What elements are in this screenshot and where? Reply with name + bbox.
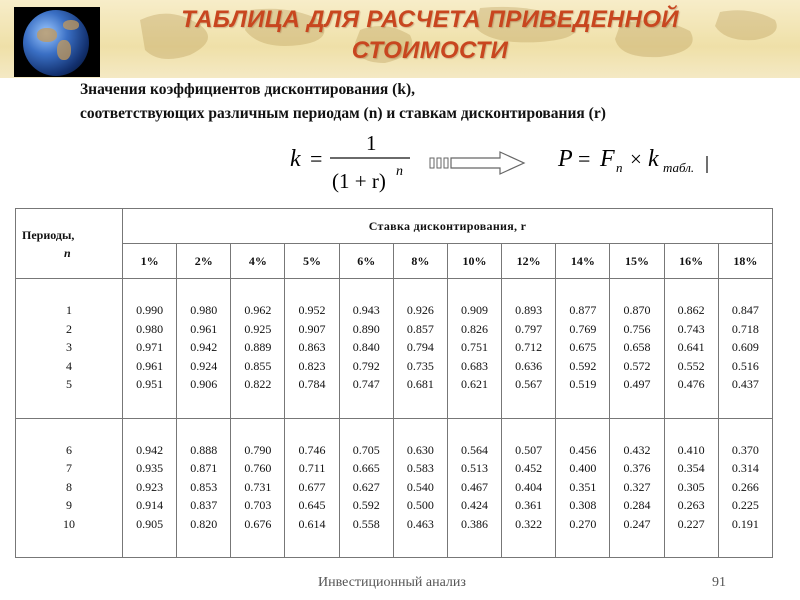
- discount-formula: [284, 128, 434, 198]
- factor-value: 0.942: [190, 340, 218, 354]
- factor-value: 0.572: [623, 358, 651, 373]
- period-cell: [16, 418, 123, 558]
- factor-value: 0.683: [461, 358, 489, 373]
- factor-value: 0.476: [677, 377, 705, 391]
- periods-header: [16, 209, 123, 279]
- rate-header: Ставка дисконтирования, r: [123, 209, 773, 244]
- factor-value: 0.792: [352, 358, 380, 373]
- factor-value: 0.263: [677, 498, 705, 512]
- factor-value: 0.756: [623, 321, 651, 336]
- table-header-row: [16, 209, 773, 244]
- factor-value: 0.952: [298, 303, 326, 317]
- rate-header-cell: 18%: [718, 244, 772, 279]
- factor-value: 0.870: [623, 303, 651, 317]
- factor-value: 0.191: [731, 516, 759, 531]
- factor-value: 0.497: [623, 377, 651, 391]
- factor-cell: [610, 279, 664, 419]
- factor-value: 0.735: [406, 358, 434, 373]
- factor-value: 0.354: [677, 461, 705, 475]
- factor-value: 0.614: [298, 516, 326, 531]
- period-value: 2: [66, 321, 72, 336]
- factor-value: 0.893: [515, 303, 543, 317]
- factor-value: 0.437: [731, 377, 759, 391]
- factor-cell: [610, 418, 664, 558]
- period-value: 1: [66, 303, 72, 317]
- factor-value: 0.942: [136, 442, 164, 457]
- factor-value: 0.308: [569, 498, 597, 512]
- factor-value: 0.962: [244, 303, 272, 317]
- period-value: 3: [66, 340, 72, 354]
- factor-value: 0.583: [406, 461, 434, 475]
- factor-cell: [393, 418, 447, 558]
- present-value-formula: [556, 128, 756, 198]
- factor-value: 0.327: [623, 479, 651, 494]
- factor-value: 0.645: [298, 498, 326, 512]
- factor-value: 0.675: [569, 340, 597, 354]
- subtitle-line-1: Значения коэффициентов дисконтирования (k),: [80, 81, 415, 98]
- factor-value: 0.980: [190, 303, 218, 317]
- factor-value: 0.467: [461, 479, 489, 494]
- factor-value: 0.769: [569, 321, 597, 336]
- factor-cell: [285, 279, 339, 419]
- factor-value: 0.370: [731, 442, 759, 457]
- factor-value: 0.270: [569, 516, 597, 531]
- factor-value: 0.731: [244, 479, 272, 494]
- right-arrow-icon: [428, 150, 528, 176]
- period-value: 9: [66, 498, 72, 512]
- factor-cell: [123, 279, 177, 419]
- factor-value: 0.862: [677, 303, 705, 317]
- factor-value: 0.266: [731, 479, 759, 494]
- periods-symbol: n: [64, 245, 71, 260]
- factor-value: 0.794: [406, 340, 434, 354]
- factor-value: 0.751: [461, 340, 489, 354]
- factor-value: 0.943: [352, 303, 380, 317]
- factor-value: 0.924: [190, 358, 218, 373]
- page-title: [110, 4, 750, 66]
- factor-value: 0.889: [244, 340, 272, 354]
- factor-value: 0.500: [406, 498, 434, 512]
- factor-value: 0.743: [677, 321, 705, 336]
- factor-cell: [231, 418, 285, 558]
- factor-value: 0.404: [515, 479, 543, 494]
- factor-value: 0.746: [298, 442, 326, 457]
- factor-value: 0.592: [352, 498, 380, 512]
- factor-value: 0.627: [352, 479, 380, 494]
- factor-value: 0.410: [677, 442, 705, 457]
- factor-value: 0.665: [352, 461, 380, 475]
- factor-value: 0.636: [515, 358, 543, 373]
- factor-cell: [339, 418, 393, 558]
- factor-value: 0.840: [352, 340, 380, 354]
- factor-value: 0.711: [298, 461, 326, 475]
- title-line-1: ТАБЛИЦА ДЛЯ РАСЧЕТА ПРИВЕДЕННОЙ: [181, 6, 679, 33]
- factor-value: 0.681: [406, 377, 434, 391]
- factor-cell: [393, 279, 447, 419]
- period-value: 8: [66, 479, 72, 494]
- factor-value: 0.513: [461, 461, 489, 475]
- factor-value: 0.951: [136, 377, 164, 391]
- factor-value: 0.247: [623, 516, 651, 531]
- factor-value: 0.516: [731, 358, 759, 373]
- factor-cell: [718, 279, 772, 419]
- factor-cell: [502, 418, 556, 558]
- factor-value: 0.820: [190, 516, 218, 531]
- factor-value: 0.703: [244, 498, 272, 512]
- factor-value: 0.540: [406, 479, 434, 494]
- factor-value: 0.400: [569, 461, 597, 475]
- factor-cell: [664, 279, 718, 419]
- period-value: 5: [66, 377, 72, 391]
- formula-exponent: n: [396, 164, 403, 179]
- factor-value: 0.961: [190, 321, 218, 336]
- factor-value: 0.980: [136, 321, 164, 336]
- factor-value: 0.760: [244, 461, 272, 475]
- factor-value: 0.905: [136, 516, 164, 531]
- factor-value: 0.507: [515, 442, 543, 457]
- formula-n-sub: n: [616, 160, 623, 175]
- factor-value: 0.558: [352, 516, 380, 531]
- factor-value: 0.890: [352, 321, 380, 336]
- factor-value: 0.990: [136, 303, 164, 317]
- factor-value: 0.592: [569, 358, 597, 373]
- factor-value: 0.888: [190, 442, 218, 457]
- factor-value: 0.658: [623, 340, 651, 354]
- factor-value: 0.837: [190, 498, 218, 512]
- subtitle: [80, 78, 780, 126]
- period-value: 10: [63, 516, 75, 531]
- factor-value: 0.227: [677, 516, 705, 531]
- factor-value: 0.718: [731, 321, 759, 336]
- factor-value: 0.855: [244, 358, 272, 373]
- rate-header-cell: 14%: [556, 244, 610, 279]
- globe-icon: [14, 7, 100, 77]
- factor-cell: [339, 279, 393, 419]
- formula-k2: k: [648, 146, 659, 172]
- factor-value: 0.552: [677, 358, 705, 373]
- factor-value: 0.676: [244, 516, 272, 531]
- factor-value: 0.386: [461, 516, 489, 531]
- factor-value: 0.923: [136, 479, 164, 494]
- rate-header-cell: 4%: [231, 244, 285, 279]
- formula-equals: =: [310, 146, 323, 171]
- factor-cell: [447, 279, 501, 419]
- rate-header-cell: 16%: [664, 244, 718, 279]
- factor-value: 0.564: [461, 442, 489, 457]
- factor-value: 0.822: [244, 377, 272, 391]
- rate-header-cell: 1%: [123, 244, 177, 279]
- factor-value: 0.790: [244, 442, 272, 457]
- rate-header-cell: 5%: [285, 244, 339, 279]
- factor-value: 0.712: [515, 340, 543, 354]
- factor-value: 0.322: [515, 516, 543, 531]
- factor-value: 0.909: [461, 303, 489, 317]
- formula-k: k: [290, 146, 301, 172]
- factor-cell: [123, 418, 177, 558]
- factor-value: 0.456: [569, 442, 597, 457]
- formula-tabl-sub: табл.: [663, 160, 695, 175]
- factor-cell: [502, 279, 556, 419]
- factor-value: 0.926: [406, 303, 434, 317]
- formula-denominator: (1 + r): [332, 169, 386, 193]
- formula-equals-2: =: [578, 146, 591, 171]
- factor-value: 0.857: [406, 321, 434, 336]
- table-row: [16, 279, 773, 419]
- factor-value: 0.914: [136, 498, 164, 512]
- factor-value: 0.567: [515, 377, 543, 391]
- periods-label: Периоды,: [22, 227, 75, 242]
- period-value: 4: [66, 358, 72, 373]
- factor-value: 0.609: [731, 340, 759, 354]
- factor-value: 0.797: [515, 321, 543, 336]
- factor-value: 0.853: [190, 479, 218, 494]
- period-cell: [16, 279, 123, 419]
- period-value: 7: [66, 461, 72, 475]
- factor-value: 0.424: [461, 498, 489, 512]
- factor-cell: [718, 418, 772, 558]
- factor-value: 0.784: [298, 377, 326, 391]
- factor-value: 0.863: [298, 340, 326, 354]
- factor-value: 0.747: [352, 377, 380, 391]
- factor-value: 0.871: [190, 461, 218, 475]
- factor-value: 0.519: [569, 377, 597, 391]
- header-banner: [0, 0, 800, 78]
- factor-cell: [447, 418, 501, 558]
- factor-value: 0.432: [623, 442, 651, 457]
- rate-header-cell: 8%: [393, 244, 447, 279]
- rates-row: [16, 244, 773, 279]
- rate-header-cell: 2%: [177, 244, 231, 279]
- page-number: 91: [712, 575, 726, 590]
- title-line-2: СТОИМОСТИ: [351, 37, 509, 64]
- factor-cell: [556, 418, 610, 558]
- factor-value: 0.361: [515, 498, 543, 512]
- factor-value: 0.641: [677, 340, 705, 354]
- factor-value: 0.823: [298, 358, 326, 373]
- factor-value: 0.847: [731, 303, 759, 317]
- factor-value: 0.630: [406, 442, 434, 457]
- formula-p: P: [558, 146, 573, 172]
- rate-header-cell: 15%: [610, 244, 664, 279]
- factor-cell: [664, 418, 718, 558]
- rate-header-cell: 12%: [502, 244, 556, 279]
- factor-value: 0.621: [461, 377, 489, 391]
- discount-table: [15, 208, 773, 558]
- footer-title: Инвестиционный анализ: [318, 575, 466, 590]
- factor-cell: [556, 279, 610, 419]
- factor-cell: [177, 279, 231, 419]
- factor-value: 0.961: [136, 358, 164, 373]
- factor-value: 0.284: [623, 498, 651, 512]
- factor-value: 0.925: [244, 321, 272, 336]
- factor-value: 0.935: [136, 461, 164, 475]
- table-row: [16, 418, 773, 558]
- factor-cell: [231, 279, 285, 419]
- formula-times: ×: [630, 147, 642, 171]
- factor-value: 0.877: [569, 303, 597, 317]
- factor-value: 0.705: [352, 442, 380, 457]
- factor-value: 0.305: [677, 479, 705, 494]
- factor-cell: [177, 418, 231, 558]
- factor-value: 0.906: [190, 377, 218, 391]
- factor-value: 0.376: [623, 461, 651, 475]
- factor-value: 0.452: [515, 461, 543, 475]
- period-value: 6: [66, 442, 72, 457]
- factor-cell: [285, 418, 339, 558]
- factor-value: 0.463: [406, 516, 434, 531]
- factor-value: 0.314: [731, 461, 759, 475]
- factor-value: 0.351: [569, 479, 597, 494]
- factor-value: 0.826: [461, 321, 489, 336]
- factor-value: 0.677: [298, 479, 326, 494]
- formula-f: F: [600, 146, 615, 172]
- rate-header-cell: 10%: [447, 244, 501, 279]
- formula-numerator: 1: [366, 131, 377, 155]
- factor-value: 0.971: [136, 340, 164, 354]
- factor-value: 0.225: [731, 498, 759, 512]
- factor-value: 0.907: [298, 321, 326, 336]
- rate-header-cell: 6%: [339, 244, 393, 279]
- subtitle-line-2: соответствующих различным периодам (n) и ставкам дисконтирования (r): [80, 105, 606, 122]
